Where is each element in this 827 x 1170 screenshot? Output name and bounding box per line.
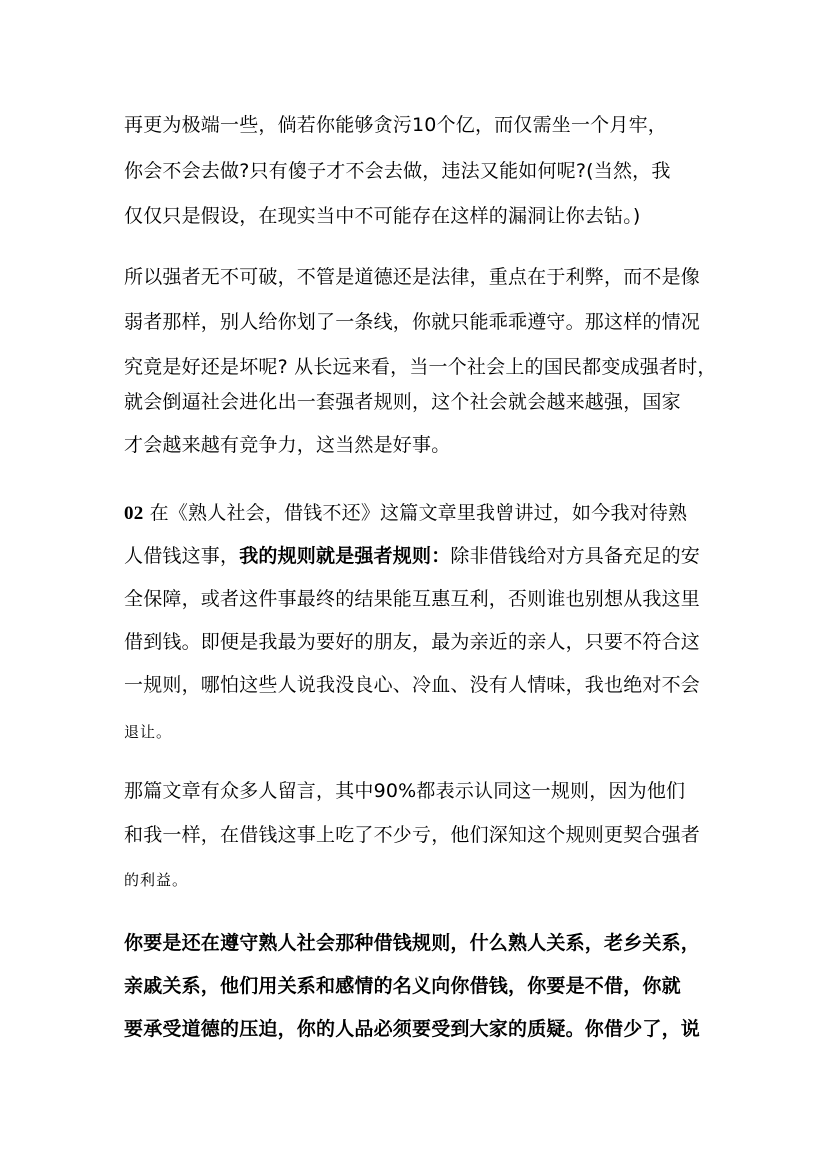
paragraph-3-line-1: [124, 500, 687, 526]
paragraph-2-line-5: 才会越来越有竞争力，这当然是好事。: [124, 434, 451, 456]
paragraph-5-line-1: 你要是还在遵守熟人社会那种借钱规则，什么熟人关系，老乡关系，: [124, 932, 701, 954]
paragraph-4-line-3: 的利益。: [124, 871, 189, 889]
paragraph-3-line-2-pre: 人借钱这事，: [124, 545, 240, 567]
paragraph-3-line-3: 全保障，或者这件事最终的结果能互惠互利，否则谁也别想从我这里: [124, 588, 701, 610]
paragraph-2-line-2: 弱者那样，别人给你划了一条线，你就只能乖乖遵守。那这样的情况: [124, 311, 701, 333]
paragraph-3-line-5: 一规则，哪怕这些人说我没良心、冷血、没有人情味，我也绝对不会: [124, 674, 701, 696]
section-number: 02: [124, 503, 144, 524]
paragraph-2-line-1: 所以强者无不可破，不管是道德还是法律，重点在于利弊，而不是像: [124, 266, 701, 288]
paragraph-1-line-3: 仅仅只是假设，在现实当中不可能存在这样的漏洞让你去钻。): [124, 205, 641, 227]
paragraph-3-line-2: [124, 543, 700, 569]
paragraph-5-line-3: 要承受道德的压迫，你的人品必须要受到大家的质疑。你借少了，说: [124, 1018, 701, 1040]
paragraph-1-line-1: 再更为极端一些，倘若你能够贪污10个亿，而仅需坐一个月牢，: [124, 114, 667, 136]
paragraph-5-line-2: 亲戚关系，他们用关系和感情的名义向你借钱，你要是不借，你就: [124, 975, 681, 997]
paragraph-3-line-1-text: 在《熟人社会，借钱不还》这篇文章里我曾讲过，如今我对待熟: [143, 502, 688, 524]
paragraph-2-line-3: 究竟是好还是坏呢? 从长远来看，当一个社会上的国民都变成强者时，: [124, 356, 717, 378]
paragraph-4-line-2: 和我一样，在借钱这事上吃了不少亏，他们深知这个规则更契合强者: [124, 824, 701, 846]
paragraph-3-line-2-post: 除非借钱给对方具备充足的安: [450, 545, 701, 567]
paragraph-4-line-1: 那篇文章有众多人留言，其中90%都表示认同这一规则，因为他们: [124, 780, 686, 802]
paragraph-3-line-6: 退让。: [124, 723, 173, 741]
paragraph-3-line-4: 借到钱。即便是我最为要好的朋友，最为亲近的亲人，只要不符合这: [124, 631, 701, 653]
paragraph-3-bold-rule: 我的规则就是强者规则：: [239, 545, 451, 567]
paragraph-2-line-4: 就会倒逼社会进化出一套强者规则，这个社会就会越来越强，国家: [124, 391, 681, 413]
paragraph-1-line-2: 你会不会去做?只有傻子才不会去做，违法又能如何呢?(当然，我: [124, 160, 671, 182]
